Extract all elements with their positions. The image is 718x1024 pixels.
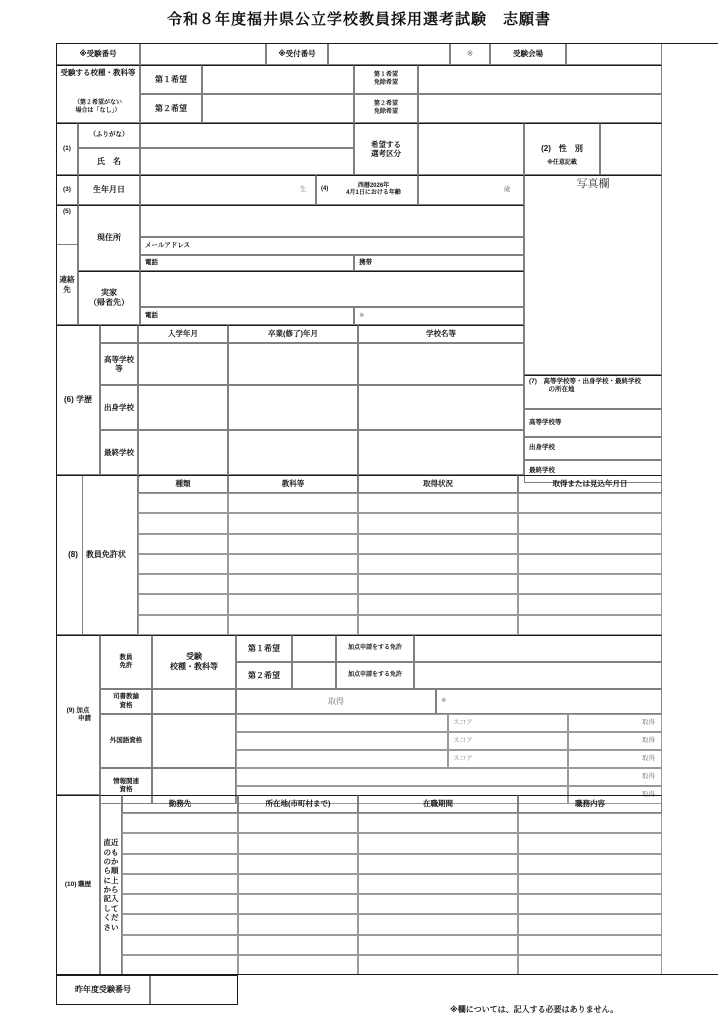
- license-cell-0-1[interactable]: [228, 493, 358, 513]
- education-corner: [100, 325, 138, 343]
- page-title: 令和８年度福井県公立学校教員採用選考試験 志願書: [166, 11, 551, 28]
- age-row-number: (4): [316, 175, 330, 205]
- work-cell-4-2[interactable]: [358, 894, 518, 914]
- second-exempt-label: 第２希望 免除希望: [354, 94, 418, 123]
- mark-label: ※: [450, 43, 490, 65]
- tel-label: 電話: [140, 255, 354, 271]
- exam-number-input[interactable]: [140, 43, 266, 65]
- venue-label: 受験会場: [490, 43, 566, 65]
- license-cell-5-1[interactable]: [228, 594, 358, 614]
- education-cell-2-0[interactable]: [138, 430, 228, 475]
- work-cell-1-2[interactable]: [358, 833, 518, 853]
- work-cell-0-0[interactable]: [122, 813, 238, 833]
- work-col-0: 勤務先: [122, 795, 238, 813]
- first-exempt-input[interactable]: [418, 65, 662, 94]
- foreign-language-input[interactable]: [152, 714, 236, 768]
- exam-type-note: （第２希望がない 場合は「なし」）: [73, 100, 122, 114]
- age-unit-label: 歳: [503, 185, 511, 193]
- education-cell-0-1[interactable]: [228, 343, 358, 385]
- librarian-mark: ※: [436, 689, 662, 714]
- license-cell-6-3[interactable]: [518, 615, 662, 635]
- contact-row-number: (5): [56, 205, 78, 245]
- work-col-1: 所在地(市町村まで): [238, 795, 358, 813]
- license-cell-3-2[interactable]: [358, 554, 518, 574]
- license-cell-4-0[interactable]: [138, 574, 228, 594]
- bonus-second-choice-input[interactable]: [292, 662, 336, 689]
- location-row-label-1[interactable]: 出身学校: [524, 437, 662, 460]
- hometown-mark: ※: [354, 307, 524, 325]
- it-qual-name-0[interactable]: [236, 768, 568, 786]
- foreign-qual-name-1[interactable]: [236, 732, 448, 750]
- education-cell-1-0[interactable]: [138, 385, 228, 430]
- foreign-acquired-label-2: 取得: [568, 750, 662, 768]
- education-cell-0-0[interactable]: [138, 343, 228, 385]
- furigana-label: （ふりがな）: [78, 123, 140, 148]
- name-input[interactable]: [140, 148, 354, 175]
- license-cell-1-1[interactable]: [228, 513, 358, 533]
- license-cell-1-0[interactable]: [138, 513, 228, 533]
- license-cell-3-3[interactable]: [518, 554, 662, 574]
- work-cell-2-1[interactable]: [238, 854, 358, 874]
- license-cell-1-2[interactable]: [358, 513, 518, 533]
- education-cell-0-2[interactable]: [358, 343, 524, 385]
- work-cell-3-2[interactable]: [358, 874, 518, 894]
- age-label: 西暦2026年 4月1日における年齢: [330, 175, 418, 205]
- first-choice-input[interactable]: [202, 65, 354, 94]
- education-col-0: 入学年月: [138, 325, 228, 343]
- current-address-input[interactable]: [140, 205, 524, 237]
- email-label: メールアドレス: [140, 237, 524, 255]
- work-cell-2-3[interactable]: [518, 854, 662, 874]
- foreign-acquired-label-1: 取得: [568, 732, 662, 750]
- exam-type-label: 受験する校種・教科等: [56, 65, 140, 123]
- foreign-qual-name-2[interactable]: [236, 750, 448, 768]
- birth-row-number: (3): [56, 175, 78, 205]
- bonus-license-label-2: 加点申請をする免許: [336, 662, 414, 689]
- license-cell-3-1[interactable]: [228, 554, 358, 574]
- work-cell-1-3[interactable]: [518, 833, 662, 853]
- work-cell-3-3[interactable]: [518, 874, 662, 894]
- location-row-label-2[interactable]: 最終学校: [524, 460, 662, 483]
- bonus-label: (9) 加点 申請: [56, 635, 100, 795]
- bonus-first-choice-label: 第１希望: [236, 635, 292, 662]
- gender-input[interactable]: [600, 123, 662, 175]
- work-col-2: 在職期間: [358, 795, 518, 813]
- foreign-score-label-0: スコア: [448, 714, 568, 732]
- work-cell-2-2[interactable]: [358, 854, 518, 874]
- receipt-number-label: ※受付番号: [266, 43, 328, 65]
- education-row-label-2: 最終学校: [100, 430, 138, 475]
- foreign-qual-name-0[interactable]: [236, 714, 448, 732]
- license-cell-4-2[interactable]: [358, 574, 518, 594]
- work-cell-7-0[interactable]: [122, 955, 238, 975]
- exam-number-label: ※受験番号: [56, 43, 140, 65]
- it-related-label: 情報関連 資格: [100, 768, 152, 804]
- location-row-label-0[interactable]: 高等学校等: [524, 409, 662, 437]
- hometown-address-input[interactable]: [140, 271, 524, 307]
- license-cell-4-3[interactable]: [518, 574, 662, 594]
- work-cell-4-3[interactable]: [518, 894, 662, 914]
- bonus-teacher-license-label: 教員 免許: [100, 635, 152, 689]
- teacher-license-label: (8) 教員免許状: [56, 475, 138, 635]
- foreign-score-label-2: スコア: [448, 750, 568, 768]
- education-row-label-0: 高等学校等: [100, 343, 138, 385]
- education-row-label-1: 出身学校: [100, 385, 138, 430]
- work-cell-1-1[interactable]: [238, 833, 358, 853]
- contact-vertical-label: 連絡先: [56, 245, 78, 325]
- license-cell-3-0[interactable]: [138, 554, 228, 574]
- receipt-number-input[interactable]: [328, 43, 450, 65]
- bonus-first-choice-input[interactable]: [292, 635, 336, 662]
- education-cell-1-1[interactable]: [228, 385, 358, 430]
- license-cell-5-2[interactable]: [358, 594, 518, 614]
- bonus-license-label-1: 加点申請をする免許: [336, 635, 414, 662]
- license-col-0: 種類: [138, 475, 228, 493]
- bonus-second-choice-label: 第２希望: [236, 662, 292, 689]
- name-label: 氏 名: [78, 148, 140, 175]
- mobile-label: 携帯: [354, 255, 524, 271]
- bonus-license-input-2[interactable]: [414, 662, 662, 689]
- second-choice-label: 第２希望: [140, 94, 202, 123]
- work-cell-5-3[interactable]: [518, 914, 662, 934]
- work-cell-2-0[interactable]: [122, 854, 238, 874]
- license-col-2: 取得状況: [358, 475, 518, 493]
- license-cell-2-1[interactable]: [228, 534, 358, 554]
- librarian-label: 司書教諭 資格: [100, 689, 152, 714]
- license-cell-5-0[interactable]: [138, 594, 228, 614]
- license-col-1: 教科等: [228, 475, 358, 493]
- gender-label: (2) 性 別: [524, 123, 600, 175]
- license-col-3: 取得または見込年月日: [518, 475, 662, 493]
- birth-unit-label: 生: [299, 185, 307, 193]
- librarian-input[interactable]: [152, 689, 236, 714]
- bonus-license-input-1[interactable]: [414, 635, 662, 662]
- license-cell-0-3[interactable]: [518, 493, 662, 513]
- work-cell-3-0[interactable]: [122, 874, 238, 894]
- license-cell-1-3[interactable]: [518, 513, 662, 533]
- work-history-label: (10) 職歴: [56, 795, 100, 975]
- work-col-3: 職務内容: [518, 795, 662, 813]
- footnote: ※欄については、記入する必要はありません。: [450, 1005, 619, 1014]
- gender-note: ※任意記載: [547, 159, 577, 166]
- last-year-exam-number-input[interactable]: [150, 975, 238, 1005]
- work-cell-3-1[interactable]: [238, 874, 358, 894]
- foreign-score-label-1: スコア: [448, 732, 568, 750]
- work-cell-6-1[interactable]: [238, 935, 358, 955]
- second-choice-input[interactable]: [202, 94, 354, 123]
- it-acquired-label-0: 取得: [568, 768, 662, 786]
- work-cell-7-2[interactable]: [358, 955, 518, 975]
- current-address-label: 現住所: [78, 205, 140, 271]
- librarian-acquired-label: 取得: [236, 689, 436, 714]
- foreign-acquired-label-0: 取得: [568, 714, 662, 732]
- second-exempt-input[interactable]: [418, 94, 662, 123]
- birth-date-label: 生年月日: [78, 175, 140, 205]
- location-heading: (7) 高等学校等・出身学校・最終学校 の所在地: [524, 375, 662, 409]
- license-cell-0-2[interactable]: [358, 493, 518, 513]
- license-cell-6-1[interactable]: [228, 615, 358, 635]
- work-cell-6-2[interactable]: [358, 935, 518, 955]
- work-cell-0-1[interactable]: [238, 813, 358, 833]
- work-cell-1-0[interactable]: [122, 833, 238, 853]
- license-cell-5-3[interactable]: [518, 594, 662, 614]
- work-cell-4-0[interactable]: [122, 894, 238, 914]
- photo-area: 写真欄: [524, 175, 662, 375]
- first-exempt-label: 第１希望 免除希望: [354, 65, 418, 94]
- license-cell-4-1[interactable]: [228, 574, 358, 594]
- education-col-2: 学校名等: [358, 325, 524, 343]
- license-cell-2-0[interactable]: [138, 534, 228, 554]
- venue-input[interactable]: [566, 43, 662, 65]
- work-cell-0-3[interactable]: [518, 813, 662, 833]
- work-cell-4-1[interactable]: [238, 894, 358, 914]
- hometown-tel-label: 電話: [140, 307, 354, 325]
- license-cell-6-2[interactable]: [358, 615, 518, 635]
- last-year-exam-number-label: 昨年度受験番号: [56, 975, 150, 1005]
- education-cell-2-1[interactable]: [228, 430, 358, 475]
- hometown-label: 実家 （帰省先）: [78, 271, 140, 325]
- bonus-exam-subject-label: 受験 校種・教科等: [152, 635, 236, 689]
- education-label: (6) 学歴: [56, 325, 100, 475]
- work-history-note: 直近のものから順に上から記入してください: [100, 795, 122, 975]
- license-cell-2-2[interactable]: [358, 534, 518, 554]
- education-col-1: 卒業(修了)年月: [228, 325, 358, 343]
- license-spacer: [82, 475, 138, 635]
- furigana-input[interactable]: [140, 123, 354, 148]
- work-cell-5-1[interactable]: [238, 914, 358, 934]
- license-cell-2-3[interactable]: [518, 534, 662, 554]
- work-cell-5-2[interactable]: [358, 914, 518, 934]
- foreign-language-label: 外国語資格: [100, 714, 152, 768]
- selection-category-input[interactable]: [418, 123, 524, 175]
- work-cell-6-3[interactable]: [518, 935, 662, 955]
- it-acquired-label-1: 取得: [568, 786, 662, 804]
- education-cell-1-2[interactable]: [358, 385, 524, 430]
- selection-category-label: 希望する 選考区分: [354, 123, 418, 175]
- work-cell-7-3[interactable]: [518, 955, 662, 975]
- license-cell-6-0[interactable]: [138, 615, 228, 635]
- name-row-number: (1): [56, 123, 78, 175]
- education-cell-2-2[interactable]: [358, 430, 524, 475]
- work-cell-5-0[interactable]: [122, 914, 238, 934]
- work-cell-0-2[interactable]: [358, 813, 518, 833]
- first-choice-label: 第１希望: [140, 65, 202, 94]
- license-cell-0-0[interactable]: [138, 493, 228, 513]
- work-cell-6-0[interactable]: [122, 935, 238, 955]
- work-cell-7-1[interactable]: [238, 955, 358, 975]
